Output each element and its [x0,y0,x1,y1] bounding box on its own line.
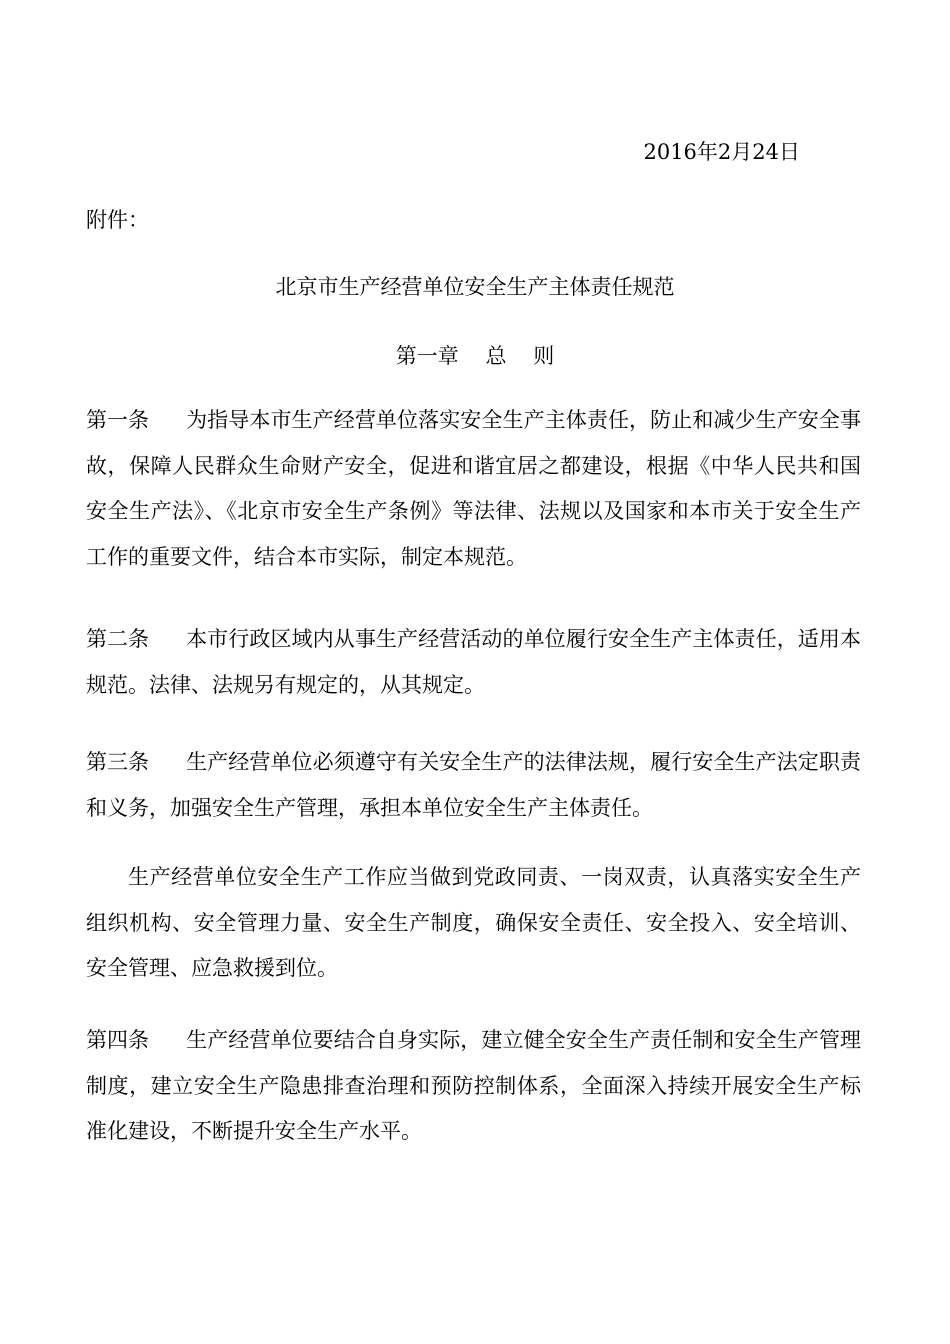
article-3-text: 生产经营单位必须遵守有关安全生产的法律法规，履行安全生产法定职责和义务，加强安全生产管理，承担本单位安全生产主体责任。 [86,750,861,820]
article-2 [86,617,861,708]
article-2-label: 第二条 [86,627,149,651]
chapter-heading: 第一章 总 则 [395,344,555,368]
document-title: 北京市生产经营单位安全生产主体责任规范 [275,275,675,299]
article-3-label: 第三条 [86,750,149,774]
article-2-text: 本市行政区域内从事生产经营活动的单位履行安全生产主体责任，适用本规范。法律、法规另有规定的，从其规定。 [86,627,861,697]
article-4-label: 第四条 [86,1028,149,1052]
article-3-paragraph-2-text: 生产经营单位安全生产工作应当做到党政同责、一岗双责，认真落实安全生产组织机构、安全管理力量、安全生产制度，确保安全责任、安全投入、安全培训、安全管理、应急救援到位。 [86,865,861,980]
article-4-text: 生产经营单位要结合自身实际，建立健全安全生产责任制和安全生产管理制度，建立安全生产隐患排查治理和预防控制体系，全面深入持续开展安全生产标准化建设，不断提升安全生产水平。 [86,1028,861,1143]
article-3-paragraph-2 [86,855,861,992]
attachment-label: 附件： [86,208,149,232]
article-3 [86,740,861,831]
article-4 [86,1018,861,1155]
article-1 [86,398,861,580]
article-1-text: 为指导本市生产经营单位落实安全生产主体责任，防止和减少生产安全事故，保障人民群众生命财产安全，促进和谐宜居之都建设，根据《中华人民共和国安全生产法》、《北京市安全生产条例》等法律、法规以及国家和本市关于安全生产工作的重要文件，结合本市实际，制定本规范。 [86,408,861,569]
article-1-label: 第一条 [86,408,149,432]
document-date: 2016年2月24日 [643,140,800,164]
